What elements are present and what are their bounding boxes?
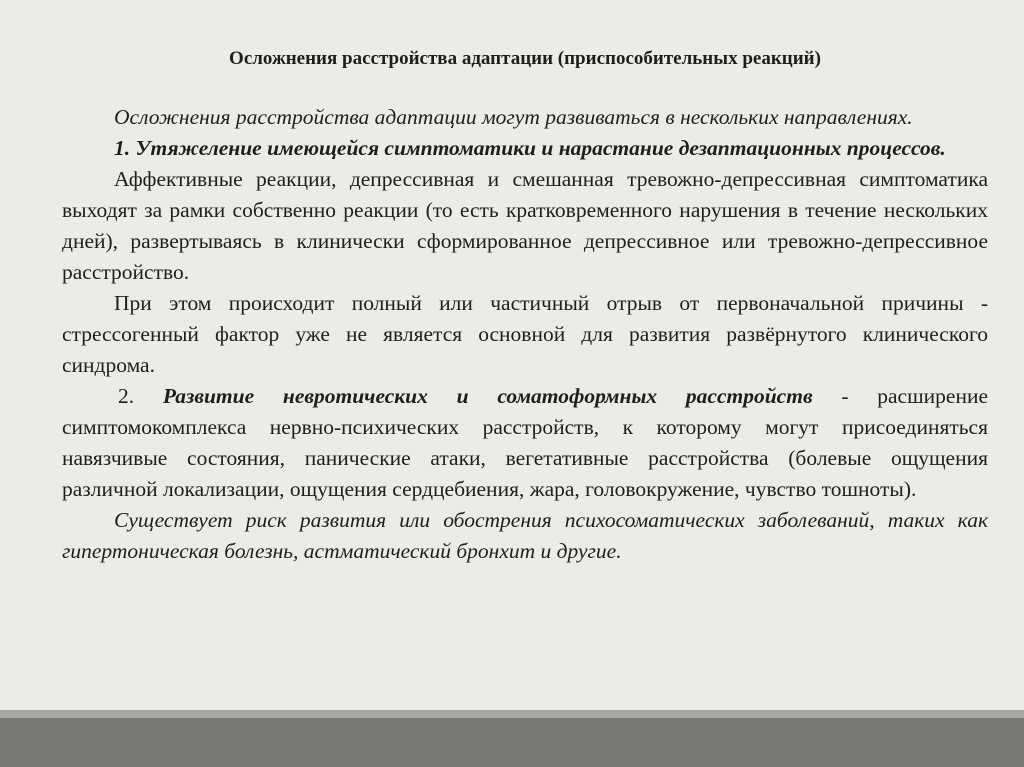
- point1-heading: 1. Утяжеление имеющейся симптоматики и нарастание дезаптационных процессов.: [114, 136, 946, 160]
- point1-paragraph-1: Аффективные реакции, депрессивная и смешанная тревожно-депрессивная симптоматика выходят за рамки собственно реакции (то есть кратковременного нарушения в течение нескольких дней), развертываясь в клинически сформированное депрессивное или тревожно-депрессивное расстройство.: [62, 167, 988, 284]
- point2-paragraph: [62, 381, 988, 505]
- slide-content: [62, 44, 988, 567]
- footer-bar: [0, 718, 1024, 767]
- point2-number: 2.: [118, 384, 163, 408]
- intro-paragraph: Осложнения расстройства адаптации могут развиваться в нескольких направлениях.: [114, 105, 913, 129]
- footer-stripe: [0, 710, 1024, 718]
- point1-paragraph-2: При этом происходит полный или частичный отрыв от первоначальной причины - стрессогенный фактор уже не является основной для развития развёрнутого клинического синдрома.: [62, 291, 988, 377]
- conclusion-paragraph: Существует риск развития или обострения психосоматических заболеваний, таких как гипертоническая болезнь, астматический бронхит и другие.: [62, 508, 988, 563]
- point2-text: - расширение симптомокомплекса нервно-психических расстройств, к которому могут присоединяться навязчивые состояния, панические атаки, вегетативные расстройства (болевые ощущения различной локализации, ощущения сердцебиения, жара, головокружение, чувство тошноты).: [62, 384, 988, 501]
- slide-title: Осложнения расстройства адаптации (приспособительных реакций): [229, 48, 821, 69]
- point2-heading: Развитие невротических и соматоформных расстройств: [162, 384, 813, 408]
